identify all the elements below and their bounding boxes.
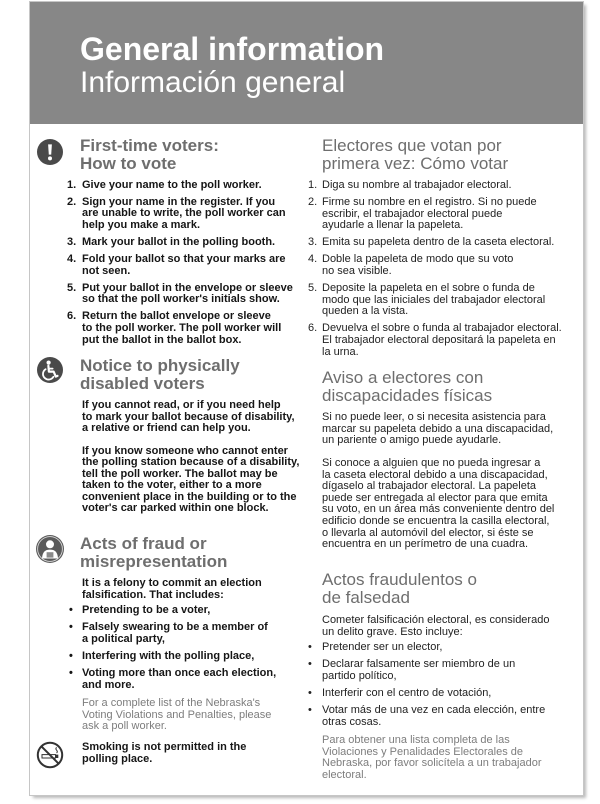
- step-number: 1.: [308, 179, 318, 191]
- step-text: Sign your name in the register. If you are unable to write, the poll worker can help you make a mark.: [82, 195, 286, 231]
- step-number: 4.: [67, 252, 77, 265]
- step-text: Put your ballot in the envelope or sleeve so that the poll worker's initials show.: [82, 281, 293, 306]
- step-text: Return the ballot envelope or sleeve to the poll worker. The poll worker will put the ballot in the ballot box.: [82, 310, 282, 346]
- step-number: 2.: [308, 196, 318, 209]
- list-item: • Votar más de una vez en cada elección, entre otras cosas.: [308, 705, 545, 728]
- heading-aviso-discapacidades: Aviso a electores con discapacidades físicas: [322, 368, 493, 405]
- list-item: • Pretender ser un elector,: [308, 642, 545, 654]
- voter-information-poster: [30, 2, 583, 795]
- steps-list-spanish: [308, 180, 562, 358]
- no-smoking-icon: [36, 741, 64, 769]
- step-text: Give your name to the poll worker.: [82, 178, 262, 191]
- list-item: • Interferir con el centro de votación,: [308, 688, 545, 700]
- step-text: Diga su nombre al trabajador electoral.: [322, 179, 512, 191]
- step-number: 4.: [308, 253, 318, 266]
- list-item: [67, 311, 293, 346]
- paragraph: If you know someone who cannot enter the polling station because of a disability, tell the poll worker. The ballot may be taken to the voter, either to a more convenient place in the building or to the voter's car parked within one block.: [82, 444, 300, 515]
- fraud-bullet-list-spanish: [308, 642, 545, 729]
- exclamation-icon: [36, 138, 64, 166]
- list-item: [308, 237, 562, 249]
- step-number: 5.: [67, 281, 77, 294]
- list-item: [67, 180, 293, 192]
- title-english: General information: [80, 31, 385, 67]
- list-item: [308, 323, 562, 358]
- heading-electores-primera-vez: Electores que votan por primera vez: Cómo votar: [322, 136, 509, 173]
- wheelchair-icon: [36, 356, 64, 384]
- step-text: Mark your ballot in the polling booth.: [82, 235, 276, 248]
- paragraph: Si conoce a alguien que no pueda ingresar a la caseta electoral debido a una discapacidad, dígaselo al trabajador electoral. La papeleta puede ser entregada al elector para que emita su voto, en un área más conveniente dentro del edificio donde se encuentra la casilla electoral, o llevarla al automóvil del elector, si éste se encuentra en un perímetro de una cuadra.: [322, 457, 555, 551]
- poster-header: [30, 2, 583, 124]
- list-item: [67, 237, 293, 249]
- heading-actos-fraudulentos: Actos fraudulentos o de falsedad: [322, 570, 477, 607]
- list-item: [67, 254, 293, 277]
- list-item: • Declarar falsamente ser miembro de un partido político,: [308, 659, 545, 682]
- list-item: [308, 197, 562, 232]
- list-item: • Voting more than once each election, and more.: [69, 668, 276, 691]
- list-item: [308, 180, 562, 192]
- fraud-intro: Cometer falsificación electoral, es considerado un delito grave. Esto incluye:: [322, 614, 550, 638]
- heading-acts-of-fraud: Acts of fraud or misrepresentation: [80, 534, 228, 571]
- step-text: Devuelva el sobre o funda al trabajador electoral. El trabajador electoral depositará la papeleta en la urna.: [322, 322, 562, 358]
- list-item: [67, 197, 293, 232]
- step-number: 6.: [67, 310, 77, 323]
- fraud-intro: It is a felony to commit an election falsification. That includes:: [82, 577, 262, 601]
- steps-list-english: [67, 180, 293, 347]
- list-item: • Interfering with the polling place,: [69, 651, 276, 663]
- smoking-notice: Smoking is not permitted in the polling place.: [82, 741, 247, 765]
- step-number: 2.: [67, 195, 77, 208]
- step-text: Deposite la papeleta en el sobre o funda de modo que las iniciales del trabajador electoral queden a la vista.: [322, 282, 546, 318]
- list-item: [67, 283, 293, 306]
- step-text: Emita su papeleta dentro de la caseta electoral.: [322, 236, 555, 249]
- fraud-bullet-list-english: [69, 605, 276, 692]
- step-text: Doble la papeleta de modo que su voto no sea visible.: [322, 253, 514, 278]
- step-number: 1.: [67, 178, 77, 191]
- paragraph: If you cannot read, or if you need help to mark your ballot because of disability, a relative or friend can help you.: [82, 399, 295, 435]
- step-number: 3.: [308, 236, 318, 249]
- list-item: • Falsely swearing to be a member of a political party,: [69, 622, 276, 645]
- person-icon: [35, 534, 65, 564]
- heading-first-time-voters: First-time voters: How to vote: [80, 136, 219, 173]
- list-item: [308, 283, 562, 318]
- step-text: Firme su nombre en el registro. Si no puede escribir, el trabajador electoral puede ayudarle a llenar la papeleta.: [322, 196, 537, 232]
- list-item: • Pretending to be a voter,: [69, 605, 276, 617]
- step-text: Fold your ballot so that your marks are not seen.: [82, 252, 286, 277]
- list-item: [308, 254, 562, 277]
- paragraph: Si no puede leer, o si necesita asistencia para marcar su papeleta debido a una discapacidad, un pariente o amigo puede ayudarle.: [322, 411, 554, 447]
- heading-disabled-voters: Notice to physically disabled voters: [80, 356, 240, 393]
- step-number: 5.: [308, 282, 318, 295]
- step-number: 3.: [67, 235, 77, 248]
- title-spanish: Información general: [80, 65, 346, 99]
- violations-note: For a complete list of the Nebraska's Voting Violations and Penalties, please ask a poll worker.: [82, 697, 272, 733]
- step-number: 6.: [308, 322, 318, 335]
- violations-note: Para obtener una lista completa de las Violaciones y Penalidades Electorales de Nebraska, por favor solicítela a un trabajador electoral.: [322, 734, 542, 781]
